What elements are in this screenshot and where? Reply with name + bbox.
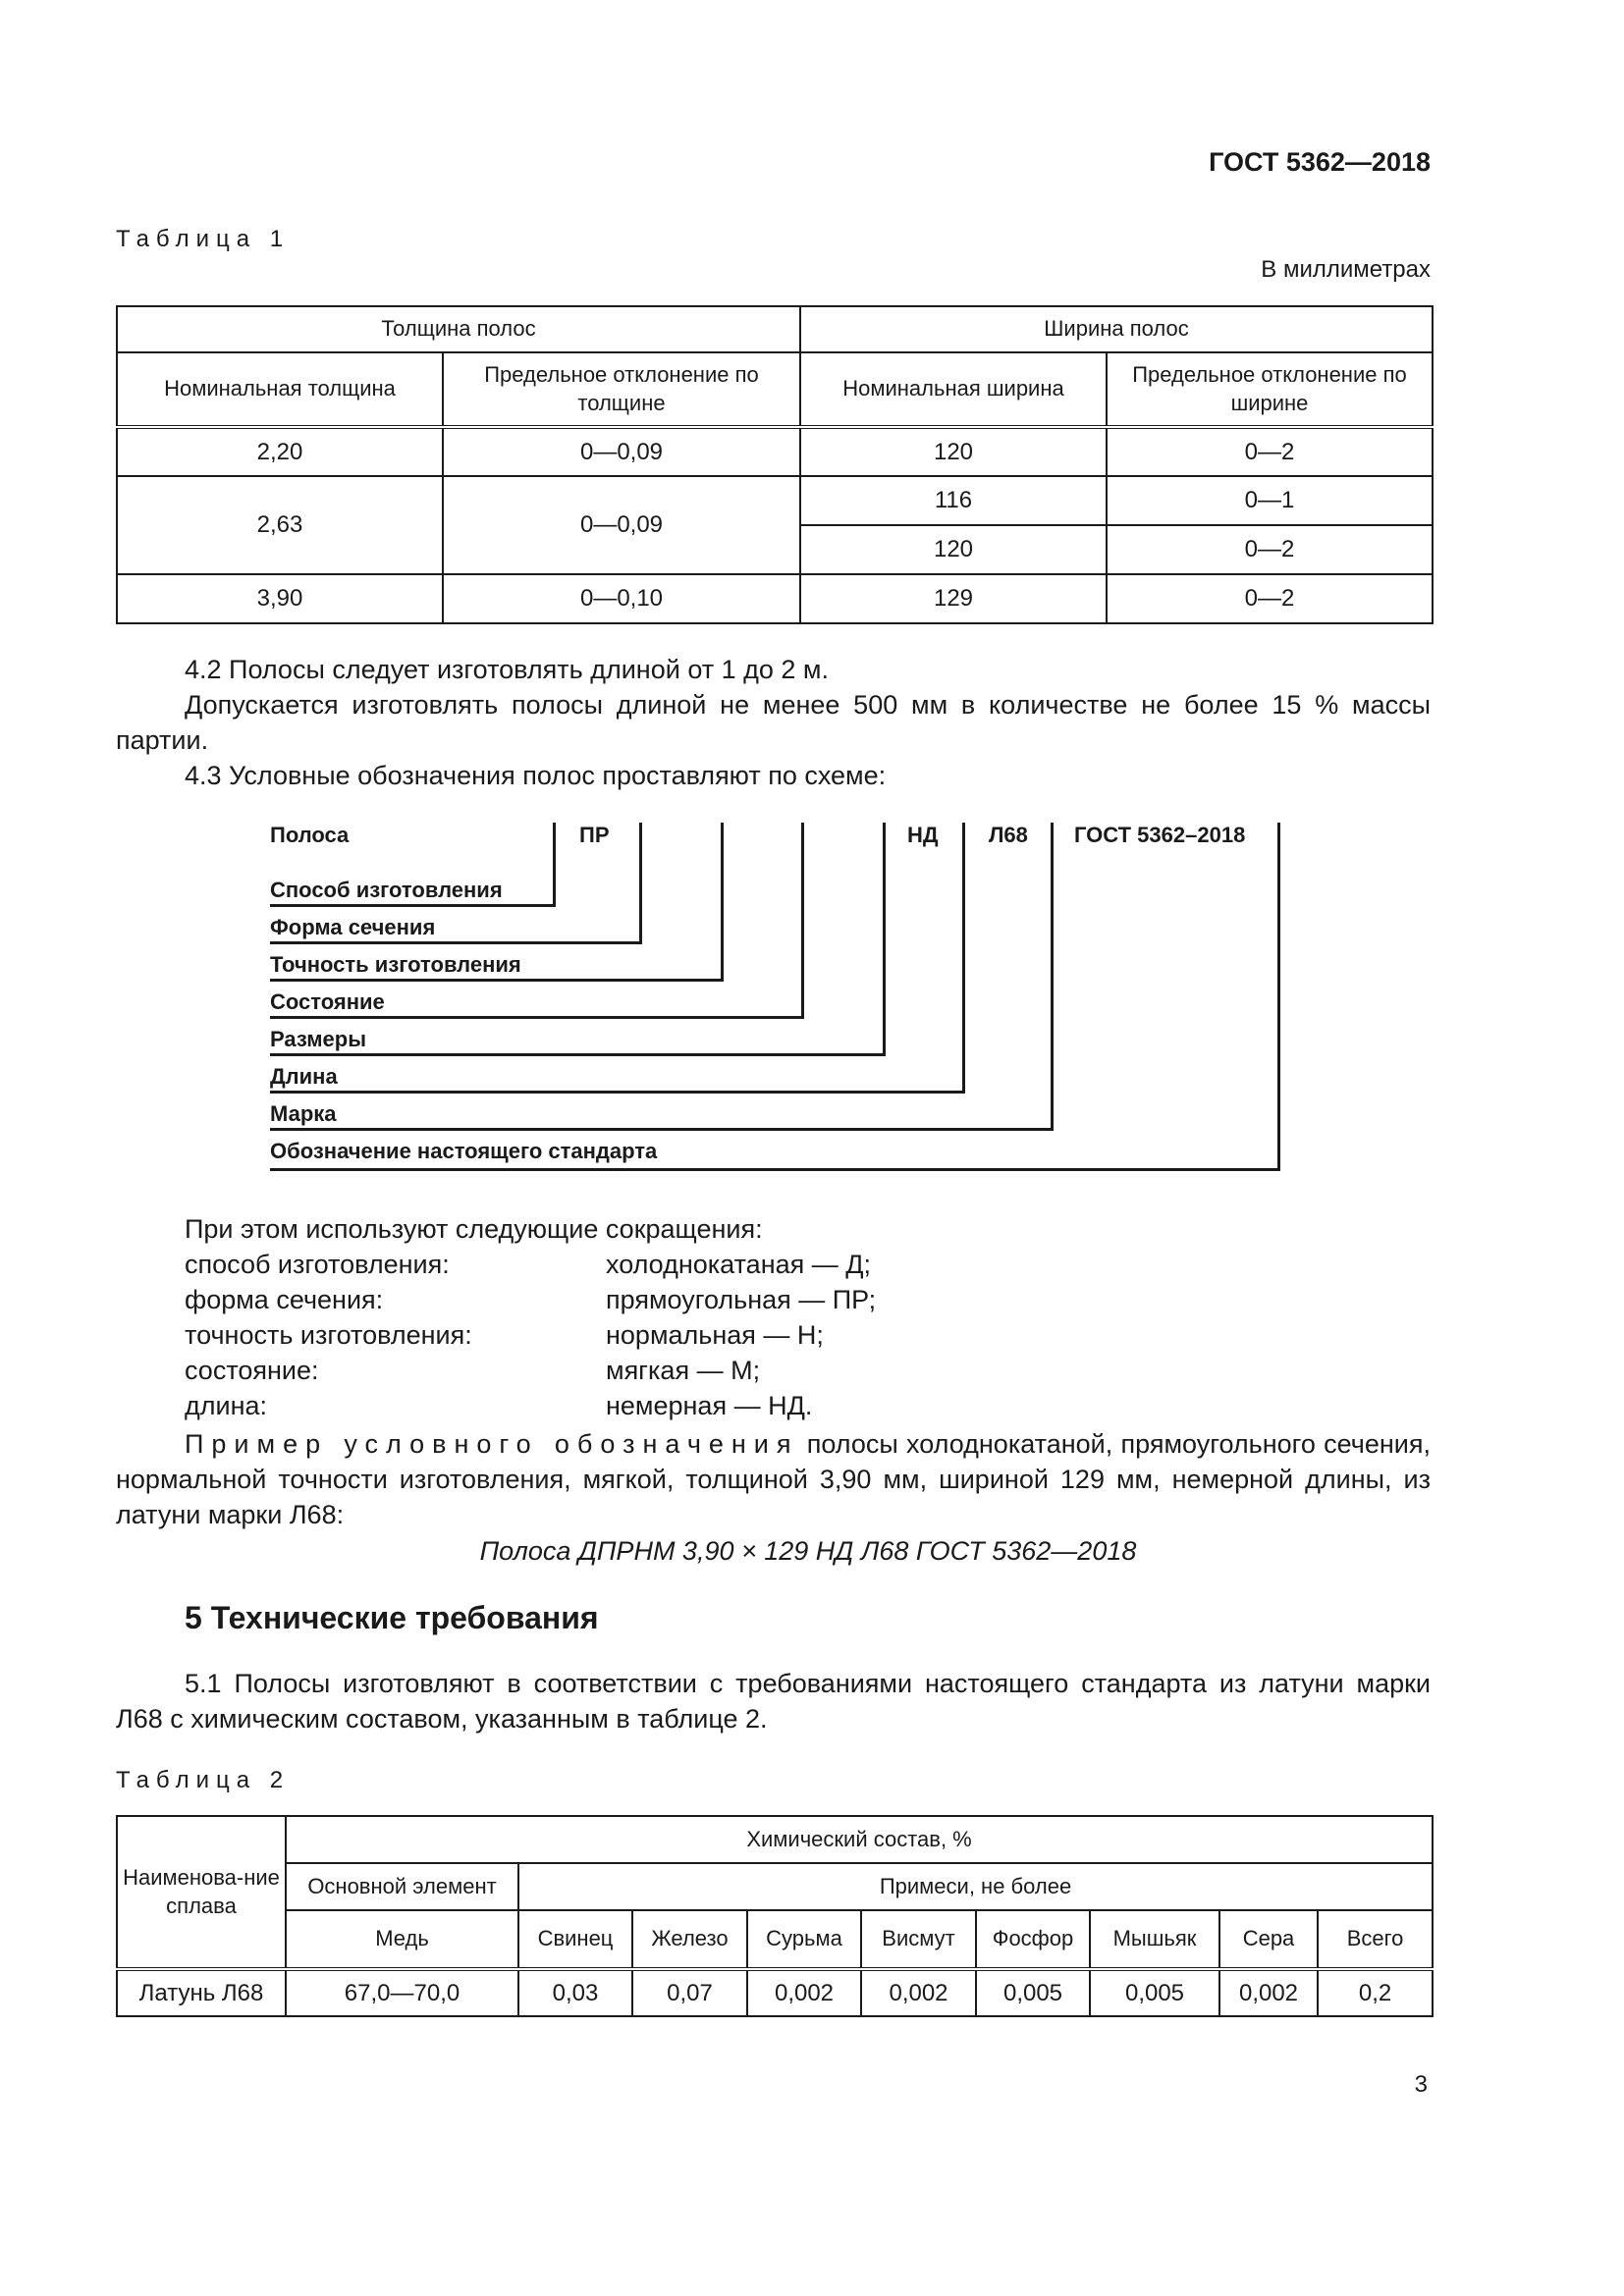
paragraph-5-1: 5.1 Полосы изготовляют в соответствии с требованиями настоящего стандарта из латуни марки	[185, 1669, 1431, 1698]
table-row	[117, 427, 1433, 476]
table1-units: В миллиметрах	[1261, 256, 1431, 283]
abbreviation-term: способ изготовления:	[185, 1250, 450, 1279]
table2-header: Свинец	[518, 1910, 632, 1969]
cell-value: 67,0—70,0	[286, 1969, 518, 2016]
cell-value: 0,07	[632, 1969, 747, 2016]
scheme-leader-line	[962, 823, 965, 1094]
paragraph-4-2-allowance: Допускается изготовлять полосы длиной не менее 500 мм в количестве не более 15 % массы	[185, 690, 1431, 720]
table2-header: Висмут	[861, 1910, 976, 1969]
scheme-word: Полоса	[270, 823, 350, 847]
scheme-label: Форма сечения	[270, 915, 436, 939]
scheme-underline	[270, 1168, 1280, 1171]
table2-col-alloy: Наименова-ние сплава	[117, 1816, 286, 1969]
scheme-leader-line	[1051, 823, 1054, 1131]
scheme-code-l68: Л68	[989, 823, 1028, 847]
scheme-underline	[270, 1128, 1054, 1131]
example-line	[116, 1426, 1431, 1462]
cell-thickness: 2,63	[117, 476, 443, 574]
cell-width: 129	[800, 574, 1107, 623]
scheme-label: Состояние	[270, 989, 385, 1014]
cell-value: 0,002	[861, 1969, 976, 2016]
scheme-label: Способ изготовления	[270, 878, 503, 902]
abbreviation-term: форма сечения:	[185, 1285, 384, 1314]
example-text: полосы холоднокатаной, прямоугольного сечения,	[798, 1429, 1431, 1459]
cell-width: 116	[800, 476, 1107, 525]
abbreviation-value: прямоугольная — ПР;	[606, 1285, 877, 1314]
table1-group-width: Ширина полос	[800, 306, 1433, 352]
table1-col-nom-thickness: Номинальная толщина	[117, 352, 443, 427]
scheme-label: Точность изготовления	[270, 952, 521, 977]
scheme-label: Обозначение настоящего стандарта	[270, 1139, 658, 1163]
table2-group-main: Основной элемент	[286, 1863, 518, 1910]
paragraph-4-2: 4.2 Полосы следует изготовлять длиной от 1 до 2 м.	[185, 655, 829, 684]
cell-value: 0,2	[1318, 1969, 1433, 2016]
cell-thickness: 2,20	[117, 427, 443, 476]
cell-thickness-dev: 0—0,09	[443, 427, 800, 476]
scheme-label: Размеры	[270, 1027, 367, 1051]
table2-header: Сера	[1219, 1910, 1318, 1969]
scheme-code-gost: ГОСТ 5362–2018	[1074, 823, 1246, 847]
scheme-leader-line	[1277, 823, 1280, 1171]
page-number: 3	[1414, 2071, 1428, 2098]
scheme-leader-line	[801, 823, 804, 1019]
table2-header: Сурьма	[747, 1910, 861, 1969]
table2	[116, 1815, 1434, 2017]
cell-value: 0,005	[1090, 1969, 1219, 2016]
section-heading: 5 Технические требования	[185, 1600, 599, 1635]
scheme-code-nd: НД	[907, 823, 939, 847]
cell-thickness-dev: 0—0,10	[443, 574, 800, 623]
scheme-label: Длина	[270, 1064, 338, 1089]
table2-header: Мышьяк	[1090, 1910, 1219, 1969]
cell-width-dev: 0—2	[1107, 574, 1433, 623]
example-designation: Полоса ДПРНМ 3,90 × 129 НД Л68 ГОСТ 5362—2018	[479, 1536, 1137, 1566]
table-row	[117, 574, 1433, 623]
cell-thickness-dev: 0—0,09	[443, 476, 800, 574]
abbreviation-value: немерная — НД.	[606, 1391, 813, 1420]
table2-caption: Таблица 2	[116, 1767, 291, 1793]
scheme-leader-line	[553, 823, 556, 907]
cell-width: 120	[800, 525, 1107, 574]
standard-designation: ГОСТ 5362—2018	[1209, 147, 1431, 177]
cell-thickness: 3,90	[117, 574, 443, 623]
cell-width-dev: 0—2	[1107, 427, 1433, 476]
scheme-underline	[270, 941, 642, 944]
abbreviation-value: холоднокатаная — Д;	[606, 1250, 872, 1279]
table2-group-chem: Химический состав, %	[286, 1816, 1433, 1863]
paragraph-5-1-end: Л68 с химическим составом, указанным в таблице 2.	[116, 1704, 768, 1734]
cell-value: 0,005	[976, 1969, 1090, 2016]
scheme-label: Марка	[270, 1101, 337, 1126]
table1-group-thickness: Толщина полос	[117, 306, 800, 352]
table2-header: Железо	[632, 1910, 747, 1969]
cell-alloy: Латунь Л68	[117, 1969, 286, 2016]
table1-col-dev-width: Предельное отклонение по ширине	[1107, 352, 1433, 427]
cell-width-dev: 0—1	[1107, 476, 1433, 525]
scheme-code-pr: ПР	[579, 823, 610, 847]
cell-value: 0,03	[518, 1969, 632, 2016]
abbreviation-term: точность изготовления:	[185, 1320, 472, 1350]
table-row	[117, 1969, 1433, 2016]
cell-value: 0,002	[747, 1969, 861, 2016]
table1	[116, 305, 1434, 624]
paragraph-4-2-allowance-end: партии.	[116, 725, 209, 755]
table2-header: Всего	[1318, 1910, 1433, 1969]
scheme-underline	[270, 1016, 804, 1019]
example-line: нормальной точности изготовления, мягкой, толщиной 3,90 мм, шириной 129 мм, немерной длины, из	[116, 1465, 1431, 1494]
scheme-underline	[270, 1053, 886, 1056]
scheme-underline	[270, 979, 724, 982]
scheme-leader-line	[639, 823, 642, 944]
scheme-underline	[270, 904, 556, 907]
abbreviation-term: длина:	[185, 1391, 268, 1420]
abbreviation-value: нормальная — Н;	[606, 1320, 824, 1350]
scheme-leader-line	[883, 823, 886, 1056]
table-row	[117, 476, 1433, 525]
paragraph-4-3: 4.3 Условные обозначения полос проставляют по схеме:	[185, 761, 887, 790]
table1-col-nom-width: Номинальная ширина	[800, 352, 1107, 427]
scheme-leader-line	[721, 823, 724, 982]
abbreviations-intro: При этом используют следующие сокращения:	[185, 1214, 763, 1244]
cell-width: 120	[800, 427, 1107, 476]
table2-header: Медь	[286, 1910, 518, 1969]
example-line: латуни марки Л68:	[116, 1500, 345, 1529]
abbreviation-value: мягкая — М;	[606, 1356, 761, 1385]
table2-header: Фосфор	[976, 1910, 1090, 1969]
example-lead: Пример условного обозначения	[185, 1429, 799, 1459]
cell-width-dev: 0—2	[1107, 525, 1433, 574]
scheme-underline	[270, 1091, 965, 1094]
table2-group-impurities: Примеси, не более	[518, 1863, 1433, 1910]
table1-col-dev-thickness: Предельное отклонение по толщине	[443, 352, 800, 427]
table1-caption: Таблица 1	[116, 226, 291, 252]
cell-value: 0,002	[1219, 1969, 1318, 2016]
abbreviation-term: состояние:	[185, 1356, 319, 1385]
